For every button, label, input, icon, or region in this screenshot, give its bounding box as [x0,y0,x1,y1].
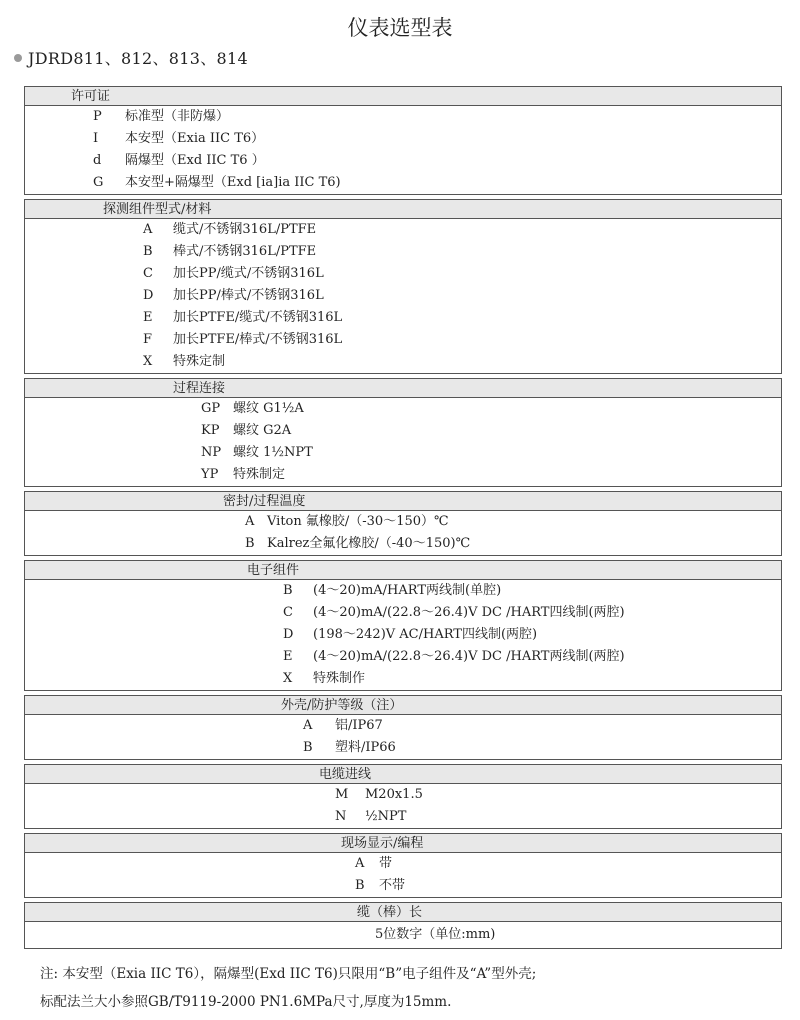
option-code: B [143,244,153,259]
section-local-display [24,833,782,898]
option-code: D [143,288,154,303]
option-text: 加长PP/缆式/不锈钢316L [173,266,324,281]
option-code: G [93,175,104,190]
section-electronics [24,560,782,691]
option-code: C [283,605,293,620]
option-text: 本安型+隔爆型（Exd [ia]ia IIC T6) [125,175,341,190]
option-text: 特殊制作 [313,671,366,686]
option-row [25,398,781,420]
note-line-1: 注: 本安型（Exia IIC T6），隔爆型(Exd IIC T6)只限用“B”电子组件及“A”型外壳; [40,966,537,982]
option-row [25,624,781,646]
section-cable-length [24,902,782,949]
section-license [24,86,782,195]
option-row [25,784,781,806]
option-code: A [245,514,255,529]
option-code: E [283,649,293,664]
option-row [25,464,781,486]
option-row [25,128,781,150]
option-text: 加长PTFE/缆式/不锈钢316L [173,310,343,325]
option-code: B [303,740,313,755]
option-row [25,420,781,442]
option-code: B [245,536,255,551]
option-text: 隔爆型（Exd IIC T6 ） [125,153,265,168]
option-text: (4～20)mA/(22.8～26.4)V DC /HART两线制(两腔) [313,649,625,664]
option-code: YP [201,467,219,482]
section-process-connection [24,378,782,487]
option-row [25,172,781,194]
option-code: M [335,787,349,802]
option-text: 特殊定制 [173,354,226,369]
option-row [25,219,781,241]
option-row [25,106,781,128]
section-header: 外壳/防护等级（注） [24,695,782,715]
section-header: 探测组件型式/材料 [24,199,782,219]
option-row [25,285,781,307]
option-text: 缆式/不锈钢316L/PTFE [173,222,317,237]
section-body [24,398,782,487]
section-body [24,580,782,691]
section-header: 现场显示/编程 [24,833,782,853]
option-row [25,150,781,172]
option-text: 加长PTFE/棒式/不锈钢316L [173,332,343,347]
section-header: 过程连接 [24,378,782,398]
option-code: B [283,583,293,598]
option-row [25,329,781,351]
option-text: 螺纹 G1½A [233,401,304,416]
section-body [24,219,782,374]
section-header: 电子组件 [24,560,782,580]
option-code: A [143,222,153,237]
option-text: 带 [379,856,393,871]
bullet-icon [14,54,22,62]
option-code: N [335,809,347,824]
section-header: 许可证 [24,86,782,106]
option-row [25,241,781,263]
option-text: (4～20)mA/(22.8～26.4)V DC /HART四线制(两腔) [313,605,625,620]
section-header: 密封/过程温度 [24,491,782,511]
option-text: (198～242)V AC/HART四线制(两腔) [313,627,538,642]
option-row [25,580,781,602]
option-row [25,715,781,737]
option-text: 塑料/IP66 [335,740,396,755]
option-text: 本安型（Exia IIC T6） [125,131,265,146]
section-housing [24,695,782,760]
option-row [25,737,781,759]
option-text: 不带 [379,878,406,893]
option-code: KP [201,423,220,438]
option-row [25,533,781,555]
section-probe-material [24,199,782,374]
option-code: d [93,153,102,168]
option-code: B [355,878,365,893]
option-text: ½NPT [365,809,407,824]
option-code: A [355,856,365,871]
section-body [24,106,782,195]
option-row [25,442,781,464]
option-code: GP [201,401,221,416]
option-text: (4～20)mA/HART两线制(单腔) [313,583,502,598]
selection-table [24,86,782,953]
section-header: 缆（棒）长 [24,902,782,922]
option-code: I [93,131,99,146]
option-row [25,922,781,948]
option-text: 加长PP/棒式/不锈钢316L [173,288,324,303]
option-code: X [283,671,293,686]
note-line-2: 标配法兰大小参照GB/T9119-2000 PN1.6MPa尺寸,厚度为15mm. [40,994,452,1010]
section-seal-temperature [24,491,782,556]
option-text: Viton 氟橡胶/（-30～150）℃ [267,514,449,529]
section-body [24,922,782,949]
option-code: NP [201,445,222,460]
option-row [25,806,781,828]
option-row [25,511,781,533]
option-code: X [143,354,153,369]
option-code: F [143,332,153,347]
option-code: D [283,627,294,642]
option-text: 螺纹 G2A [233,423,292,438]
option-row [25,307,781,329]
option-row [25,602,781,624]
option-text: 螺纹 1½NPT [233,445,313,460]
option-row [25,668,781,690]
option-row [25,646,781,668]
option-row [25,351,781,373]
option-row [25,853,781,875]
option-code: E [143,310,153,325]
section-body [24,853,782,898]
option-text: 棒式/不锈钢316L/PTFE [173,244,317,259]
option-code: A [303,718,313,733]
option-text: Kalrez全氟化橡胶/（-40～150)℃ [267,536,471,551]
option-code: C [143,266,153,281]
section-header: 电缆进线 [24,764,782,784]
option-row [25,875,781,897]
option-text: 特殊制定 [233,467,286,482]
option-text: M20x1.5 [365,787,423,802]
option-code: P [93,109,102,124]
section-body [24,784,782,829]
section-body [24,715,782,760]
section-body [24,511,782,556]
option-row [25,263,781,285]
option-text: 5位数字（单位:mm) [375,927,496,942]
page-title: 仪表选型表 [347,16,453,40]
section-cable-entry [24,764,782,829]
option-text: 铝/IP67 [335,718,383,733]
option-text: 标准型（非防爆） [125,109,230,124]
model-line [14,46,248,69]
model-text: JDRD811、812、813、814 [28,49,248,68]
